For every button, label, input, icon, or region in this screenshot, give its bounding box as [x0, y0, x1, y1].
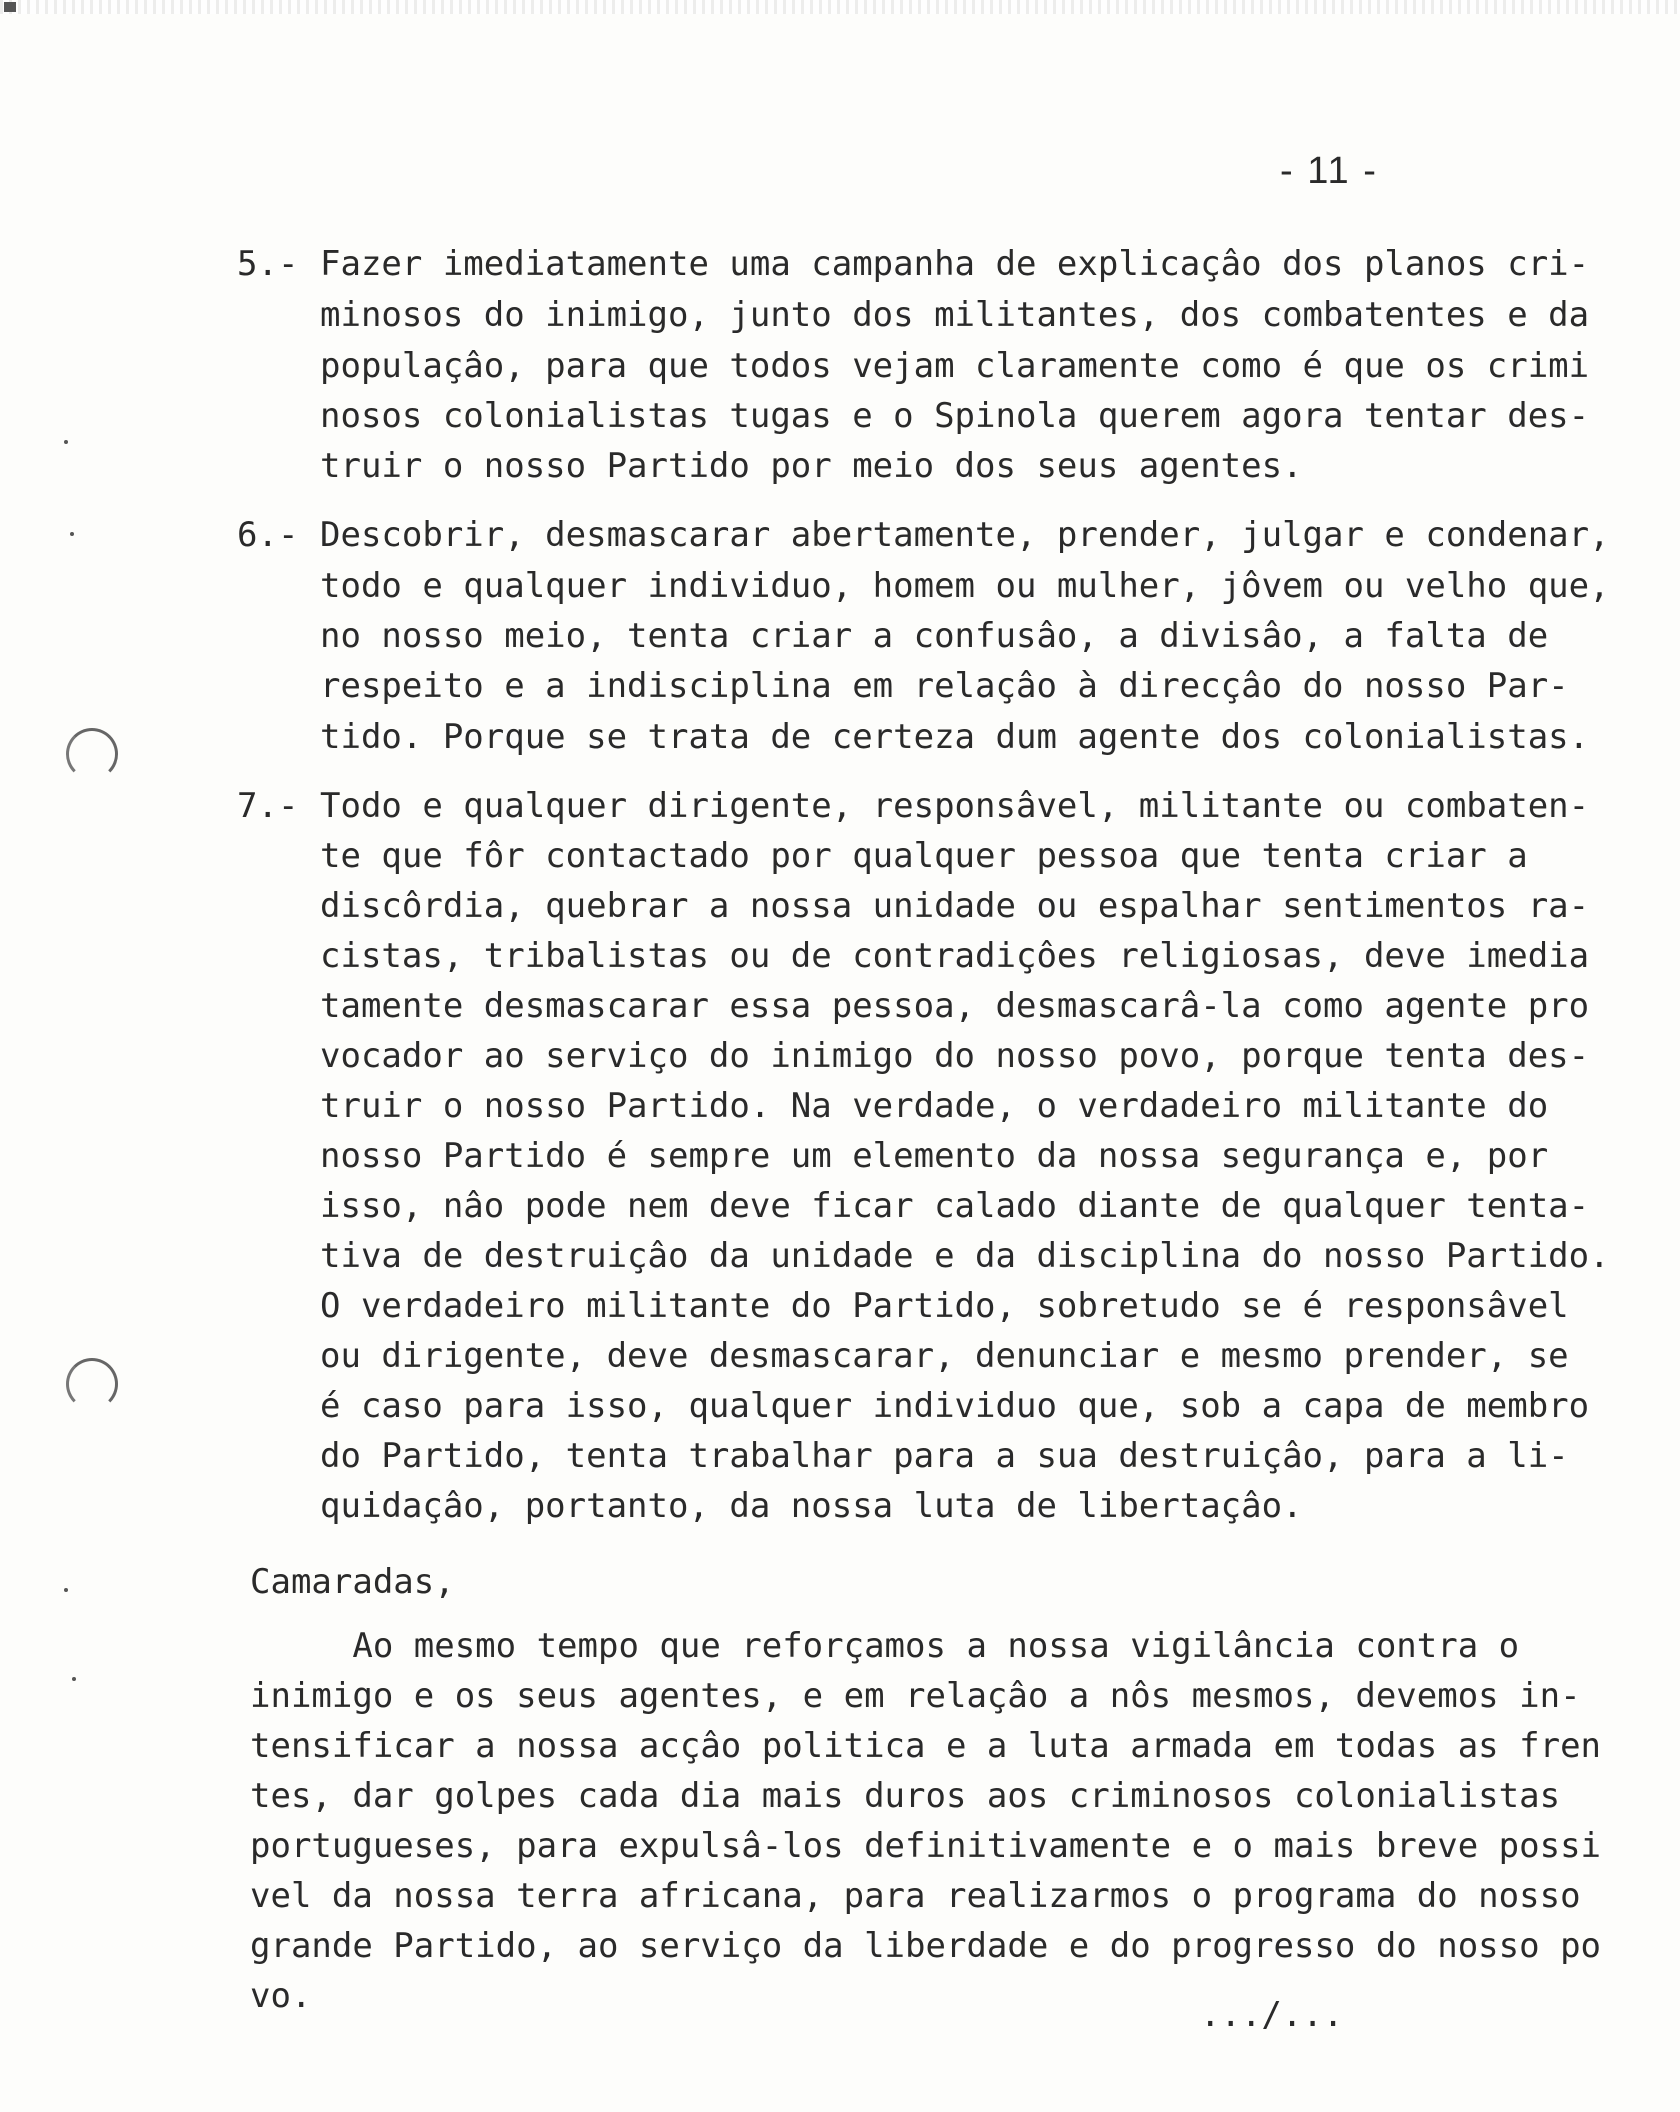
item-5-line: truir o nosso Partido por meio dos seus agentes. — [320, 446, 1303, 486]
item-7-line: é caso para isso, qualquer individuo que, sob a capa de membro — [320, 1386, 1590, 1426]
item-7-line: discôrdia, quebrar a nossa unidade ou espalhar sentimentos ra- — [320, 886, 1590, 926]
punch-hole-lower — [66, 1358, 118, 1410]
continuation-mark: .../... — [1200, 1995, 1344, 2035]
item-7-line: do Partido, tenta trabalhar para a sua destruiçâo, para a li- — [320, 1436, 1569, 1476]
closing-line: vel da nossa terra africana, para realizarmos o programa do nosso — [250, 1876, 1581, 1916]
page-number: - 11 - — [1280, 150, 1378, 192]
item-5-line: nosos colonialistas tugas e o Spinola querem agora tentar des- — [320, 396, 1590, 436]
item-5-line: Fazer imediatamente uma campanha de explicaçâo dos planos cri- — [320, 244, 1590, 284]
item-7-line: truir o nosso Partido. Na verdade, o verdadeiro militante do — [320, 1086, 1549, 1126]
item-6-line: todo e qualquer individuo, homem ou mulher, jôvem ou velho que, — [320, 566, 1610, 606]
closing-line: inimigo e os seus agentes, e em relaçâo a nôs mesmos, devemos in- — [250, 1676, 1581, 1716]
scan-corner-mark — [4, 2, 16, 12]
item-6-line: tido. Porque se trata de certeza dum agente dos colonialistas. — [320, 717, 1590, 757]
item-6-line: no nosso meio, tenta criar a confusâo, a divisâo, a falta de — [320, 616, 1549, 656]
item-7-line: ou dirigente, deve desmascarar, denunciar e mesmo prender, se — [320, 1336, 1569, 1376]
item-7-marker: 7.- — [237, 786, 299, 826]
item-7-line: tiva de destruiçâo da unidade e da disciplina do nosso Partido. — [320, 1236, 1610, 1276]
item-6-line: Descobrir, desmascarar abertamente, prender, julgar e condenar, — [320, 515, 1610, 555]
scan-top-strip — [0, 0, 1680, 14]
margin-speck — [64, 1588, 68, 1592]
item-6-line: respeito e a indisciplina em relaçâo à direcçâo do nosso Par- — [320, 666, 1569, 706]
item-6-marker: 6.- — [237, 515, 299, 555]
item-7-line: isso, nâo pode nem deve ficar calado diante de qualquer tenta- — [320, 1186, 1590, 1226]
margin-speck — [64, 440, 68, 444]
closing-line: Ao mesmo tempo que reforçamos a nossa vigilância contra o — [250, 1626, 1520, 1666]
item-7-line: Todo e qualquer dirigente, responsâvel, militante ou combaten- — [320, 786, 1590, 826]
closing-line: tensificar a nossa acçâo politica e a luta armada em todas as fren — [250, 1726, 1602, 1766]
item-5-line: minosos do inimigo, junto dos militantes, dos combatentes e da — [320, 295, 1590, 335]
item-7-line: te que fôr contactado por qualquer pessoa que tenta criar a — [320, 836, 1528, 876]
closing-line: grande Partido, ao serviço da liberdade e do progresso do nosso po — [250, 1926, 1602, 1966]
closing-line: vo. — [250, 1976, 312, 2016]
closing-line: tes, dar golpes cada dia mais duros aos criminosos colonialistas — [250, 1776, 1561, 1816]
item-7-line: nosso Partido é sempre um elemento da nossa segurança e, por — [320, 1136, 1549, 1176]
item-7-line: quidaçâo, portanto, da nossa luta de libertaçâo. — [320, 1486, 1303, 1526]
punch-hole-upper — [66, 728, 118, 780]
item-7-line: cistas, tribalistas ou de contradiçôes religiosas, deve imedia — [320, 936, 1590, 976]
item-7-line: vocador ao serviço do inimigo do nosso povo, porque tenta des- — [320, 1036, 1590, 1076]
margin-speck — [72, 1677, 76, 1681]
closing-line: portugueses, para expulsâ-los definitivamente e o mais breve possi — [250, 1826, 1602, 1866]
item-7-line: tamente desmascarar essa pessoa, desmascarâ-la como agente pro — [320, 986, 1590, 1026]
item-5-line: populaçâo, para que todos vejam claramente como é que os crimi — [320, 346, 1590, 386]
margin-speck — [70, 532, 74, 536]
item-7-line: O verdadeiro militante do Partido, sobretudo se é responsâvel — [320, 1286, 1569, 1326]
salutation: Camaradas, — [250, 1562, 455, 1602]
item-5-marker: 5.- — [237, 244, 299, 284]
